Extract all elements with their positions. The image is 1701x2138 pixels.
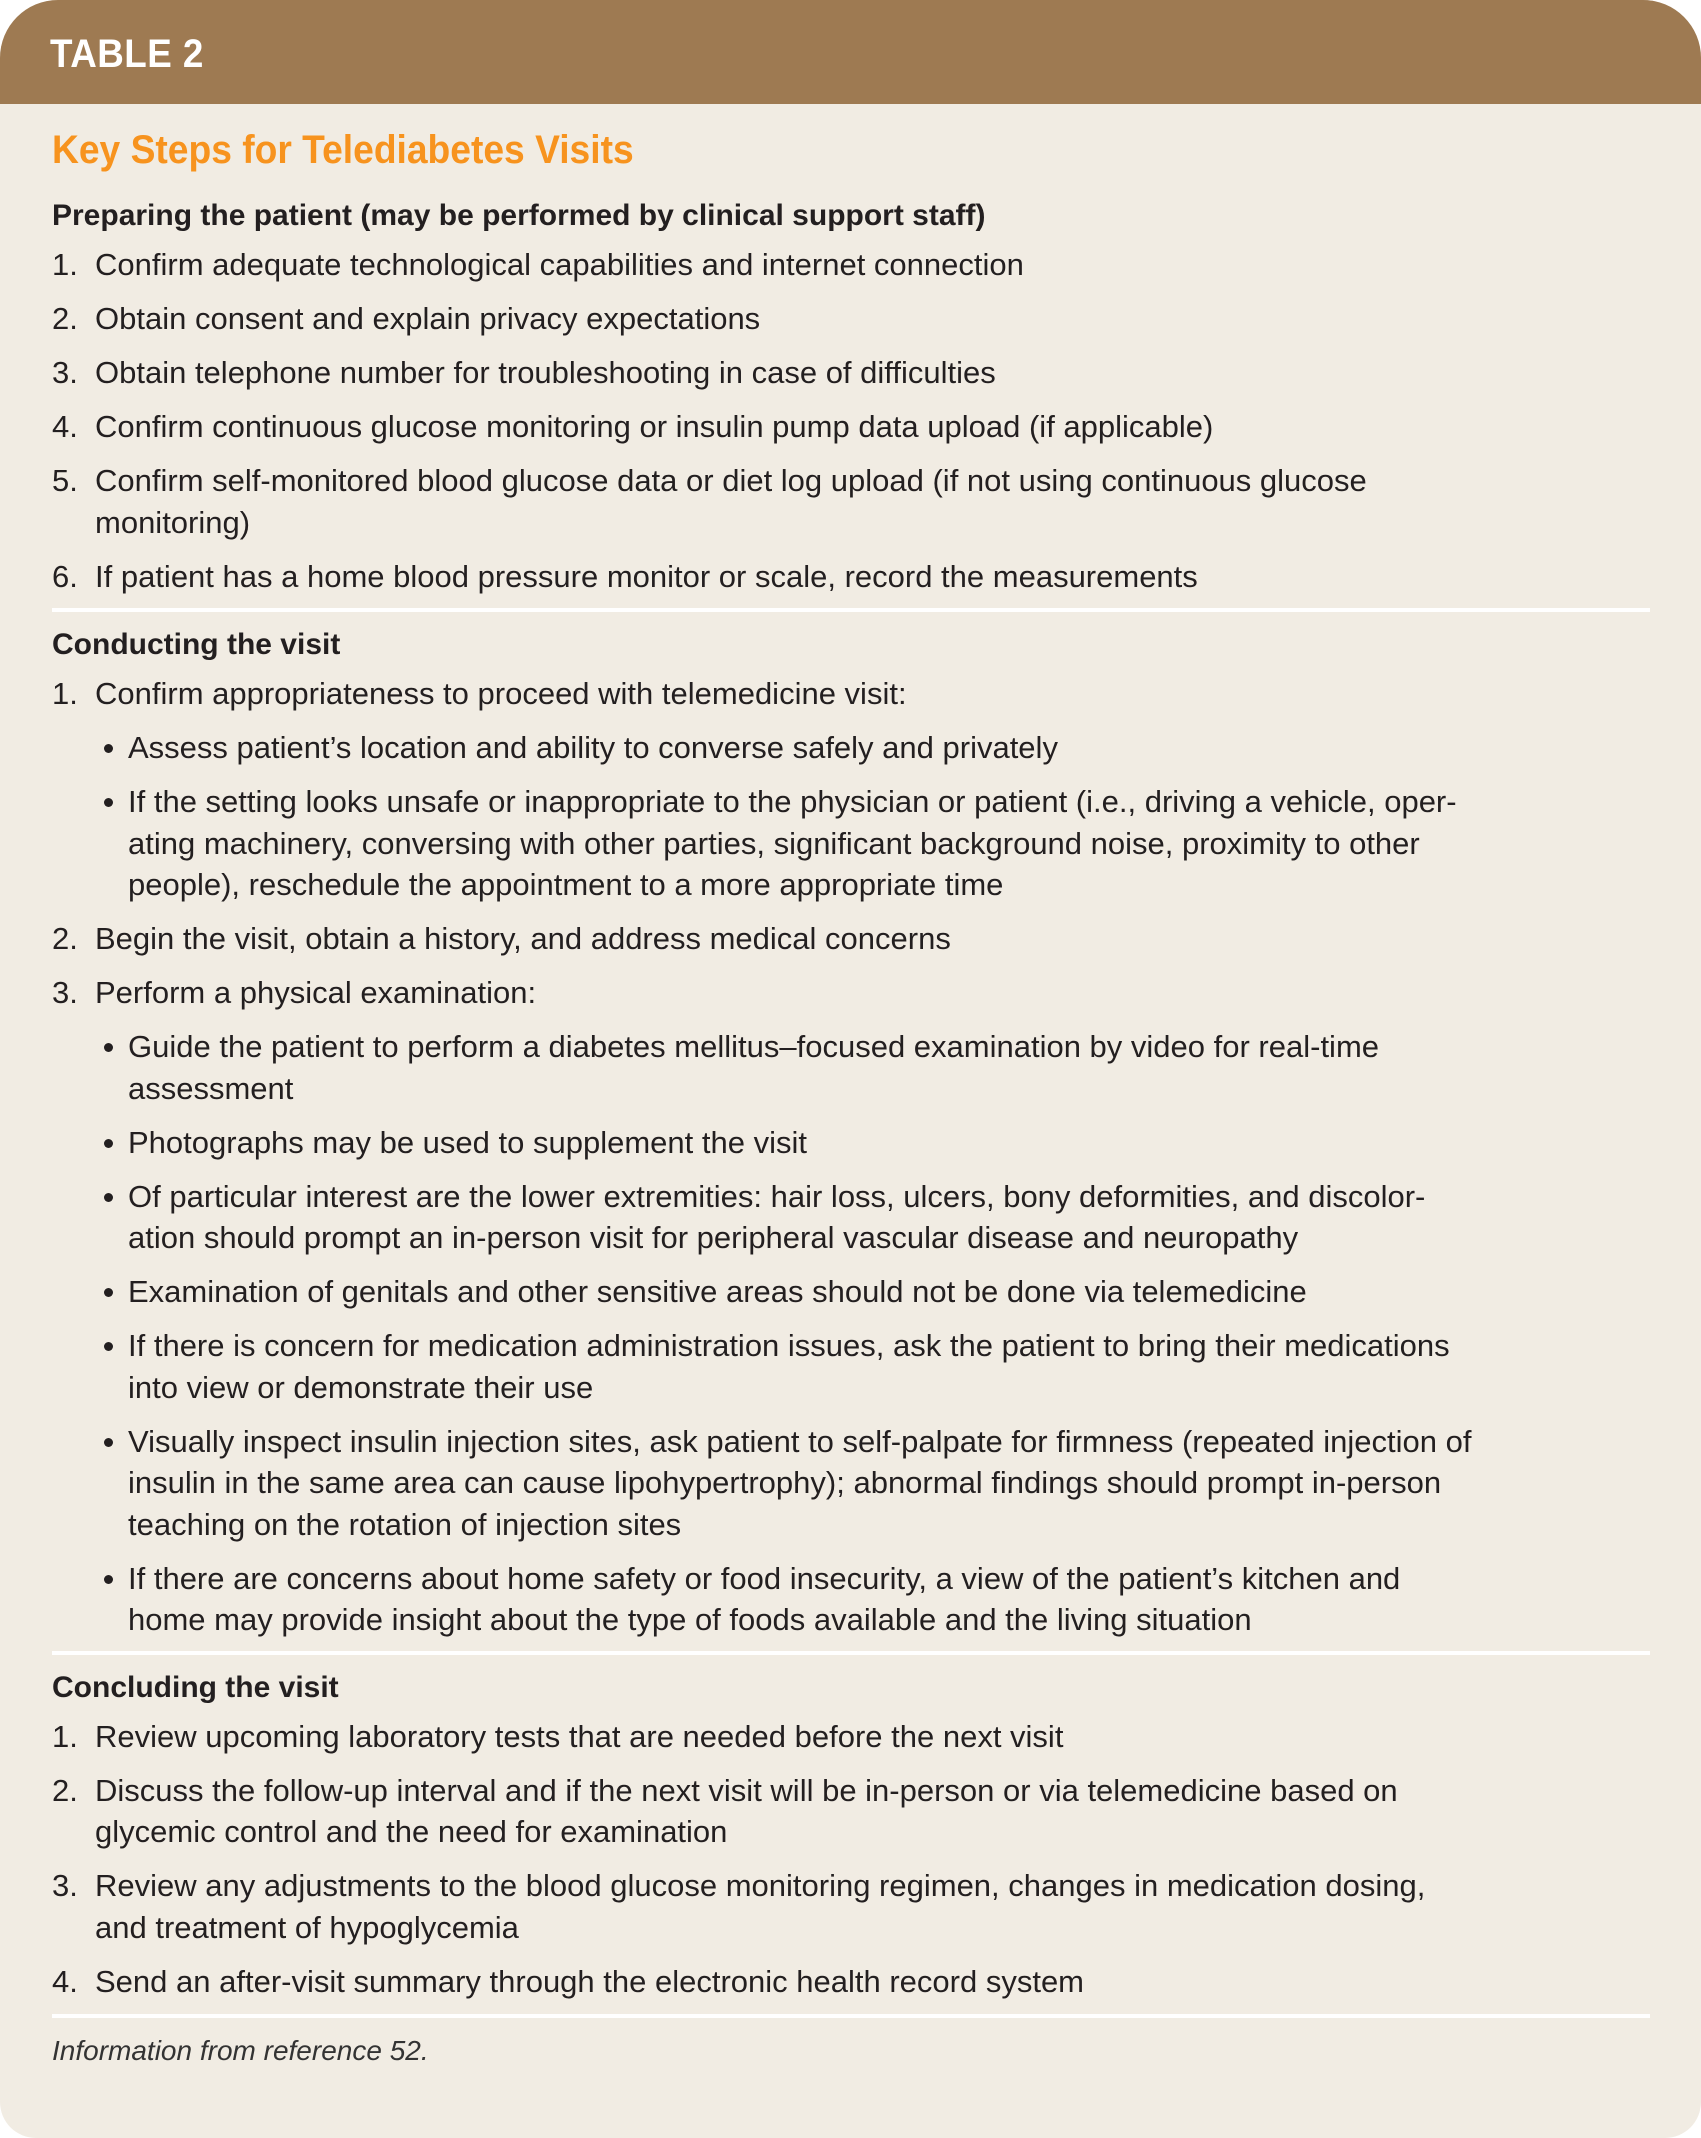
item-text: glycemic control and the need for examination bbox=[95, 1814, 728, 1849]
bullet-icon bbox=[104, 744, 113, 753]
item-number: 2. bbox=[52, 301, 78, 336]
item-number: 1. bbox=[52, 1718, 78, 1754]
item-number: 1. bbox=[52, 247, 78, 282]
item-number: 6. bbox=[52, 558, 78, 594]
item-text: Discuss the follow-up interval and if the next visit will be in-person or via telemedicine based on bbox=[95, 1772, 1398, 1808]
bullet-icon bbox=[104, 1043, 113, 1052]
list-item bbox=[52, 406, 1650, 448]
section-heading: Concluding the visit bbox=[52, 1670, 339, 1704]
section-conducting bbox=[52, 624, 1650, 1641]
bullet-text: ating machinery, conversing with other parties, significant background noise, proximity to other bbox=[128, 825, 1420, 861]
item-text: Confirm continuous glucose monitoring or insulin pump data upload (if applicable) bbox=[95, 409, 1214, 444]
section-divider bbox=[52, 2014, 1650, 2018]
bullet-item bbox=[128, 1122, 1650, 1164]
table-label: TABLE 2 bbox=[50, 32, 204, 76]
bullet-item bbox=[128, 781, 1650, 906]
item-text: Review any adjustments to the blood glucose monitoring regimen, changes in medication dosing, bbox=[95, 1868, 1426, 1903]
item-text: and treatment of hypoglycemia bbox=[95, 1909, 519, 1945]
table-content bbox=[52, 195, 1650, 2070]
item-text: Confirm appropriateness to proceed with telemedicine visit: bbox=[95, 676, 907, 711]
item-text: Review upcoming laboratory tests that are needed before the next visit bbox=[95, 1718, 1064, 1754]
item-text: Perform a physical examination: bbox=[95, 975, 537, 1010]
list-item bbox=[52, 244, 1650, 286]
list-item bbox=[52, 1770, 1650, 1853]
bullet-icon bbox=[104, 798, 113, 807]
list-item bbox=[52, 352, 1650, 394]
bullet-text: If the setting looks unsafe or inappropriate to the physician or patient (i.e., driving a vehicle, oper- bbox=[128, 784, 1457, 819]
bullet-item bbox=[128, 1421, 1650, 1546]
bullet-icon bbox=[104, 1193, 113, 1202]
item-text: Send an after-visit summary through the electronic health record system bbox=[95, 1963, 1085, 1999]
item-number: 5. bbox=[52, 463, 78, 498]
bullet-icon bbox=[104, 1288, 113, 1297]
bullet-text: If there is concern for medication administration issues, ask the patient to bring their medications bbox=[128, 1328, 1450, 1363]
item-text: Confirm adequate technological capabilities and internet connection bbox=[95, 247, 1024, 282]
list-item bbox=[52, 918, 1650, 960]
bullet-item bbox=[128, 1558, 1650, 1641]
bullet-text: If there are concerns about home safety or food insecurity, a view of the patient’s kitchen and bbox=[128, 1560, 1401, 1596]
list-item bbox=[52, 673, 1650, 715]
item-number: 3. bbox=[52, 1868, 78, 1903]
table-title: Key Steps for Telediabetes Visits bbox=[52, 128, 634, 172]
bullet-text: assessment bbox=[128, 1070, 294, 1106]
list-item bbox=[52, 298, 1650, 340]
bullet-item bbox=[128, 1026, 1650, 1109]
bullet-text: Guide the patient to perform a diabetes mellitus–focused examination by video for real-time bbox=[128, 1029, 1380, 1064]
item-text: Confirm self-monitored blood glucose data or diet log upload (if not using continuous glucose bbox=[95, 463, 1367, 498]
item-number: 4. bbox=[52, 409, 78, 444]
item-number: 3. bbox=[52, 975, 78, 1010]
item-number: 4. bbox=[52, 1963, 78, 1999]
section-preparing bbox=[52, 195, 1650, 597]
bullet-item bbox=[128, 1271, 1650, 1313]
list-item bbox=[52, 1961, 1650, 2003]
bullet-text: people), reschedule the appointment to a more appropriate time bbox=[128, 867, 1004, 902]
bullet-text: ation should prompt an in-person visit for peripheral vascular disease and neuropathy bbox=[128, 1220, 1299, 1255]
section-heading: Conducting the visit bbox=[52, 628, 341, 661]
section-divider bbox=[52, 1651, 1650, 1655]
bullet-text: insulin in the same area can cause lipohypertrophy); abnormal findings should prompt in-person bbox=[128, 1465, 1442, 1500]
bullet-icon bbox=[104, 1438, 113, 1447]
item-number: 2. bbox=[52, 1772, 78, 1808]
list-item bbox=[52, 972, 1650, 1014]
section-heading: Preparing the patient (may be performed by clinical support staff) bbox=[52, 199, 986, 232]
list-item bbox=[52, 1865, 1650, 1948]
footnote: Information from reference 52. bbox=[52, 2035, 429, 2066]
item-number: 1. bbox=[52, 676, 78, 711]
bullet-text: into view or demonstrate their use bbox=[128, 1369, 594, 1405]
bullet-item bbox=[128, 1325, 1650, 1408]
bullet-item bbox=[128, 727, 1650, 769]
item-number: 2. bbox=[52, 921, 78, 956]
list-item bbox=[52, 1716, 1650, 1758]
section-divider bbox=[52, 608, 1650, 612]
list-item bbox=[52, 460, 1650, 543]
list-item bbox=[52, 556, 1650, 598]
item-text: Obtain consent and explain privacy expectations bbox=[95, 301, 761, 336]
item-number: 3. bbox=[52, 355, 78, 390]
item-text: If patient has a home blood pressure monitor or scale, record the measurements bbox=[95, 558, 1198, 594]
item-text: Begin the visit, obtain a history, and address medical concerns bbox=[95, 921, 951, 956]
table-header-band bbox=[0, 0, 1701, 104]
item-text: monitoring) bbox=[95, 504, 251, 540]
bullet-text: Of particular interest are the lower extremities: hair loss, ulcers, bony deformities, and discolor- bbox=[128, 1178, 1426, 1214]
bullet-icon bbox=[104, 1575, 113, 1584]
bullet-text: Assess patient’s location and ability to converse safely and privately bbox=[128, 730, 1058, 765]
bullet-text: Photographs may be used to supplement the visit bbox=[128, 1124, 807, 1160]
bullet-item bbox=[128, 1176, 1650, 1259]
bullet-text: home may provide insight about the type of foods available and the living situation bbox=[128, 1602, 1252, 1637]
bullet-text: Visually inspect insulin injection sites, ask patient to self-palpate for firmness (repeated injection of bbox=[128, 1423, 1472, 1459]
item-text: Obtain telephone number for troubleshooting in case of difficulties bbox=[95, 355, 996, 390]
section-concluding bbox=[52, 1667, 1650, 2003]
bullet-icon bbox=[104, 1139, 113, 1148]
bullet-icon bbox=[104, 1342, 113, 1351]
bullet-text: Examination of genitals and other sensitive areas should not be done via telemedicine bbox=[128, 1274, 1307, 1309]
bullet-text: teaching on the rotation of injection sites bbox=[128, 1506, 682, 1542]
